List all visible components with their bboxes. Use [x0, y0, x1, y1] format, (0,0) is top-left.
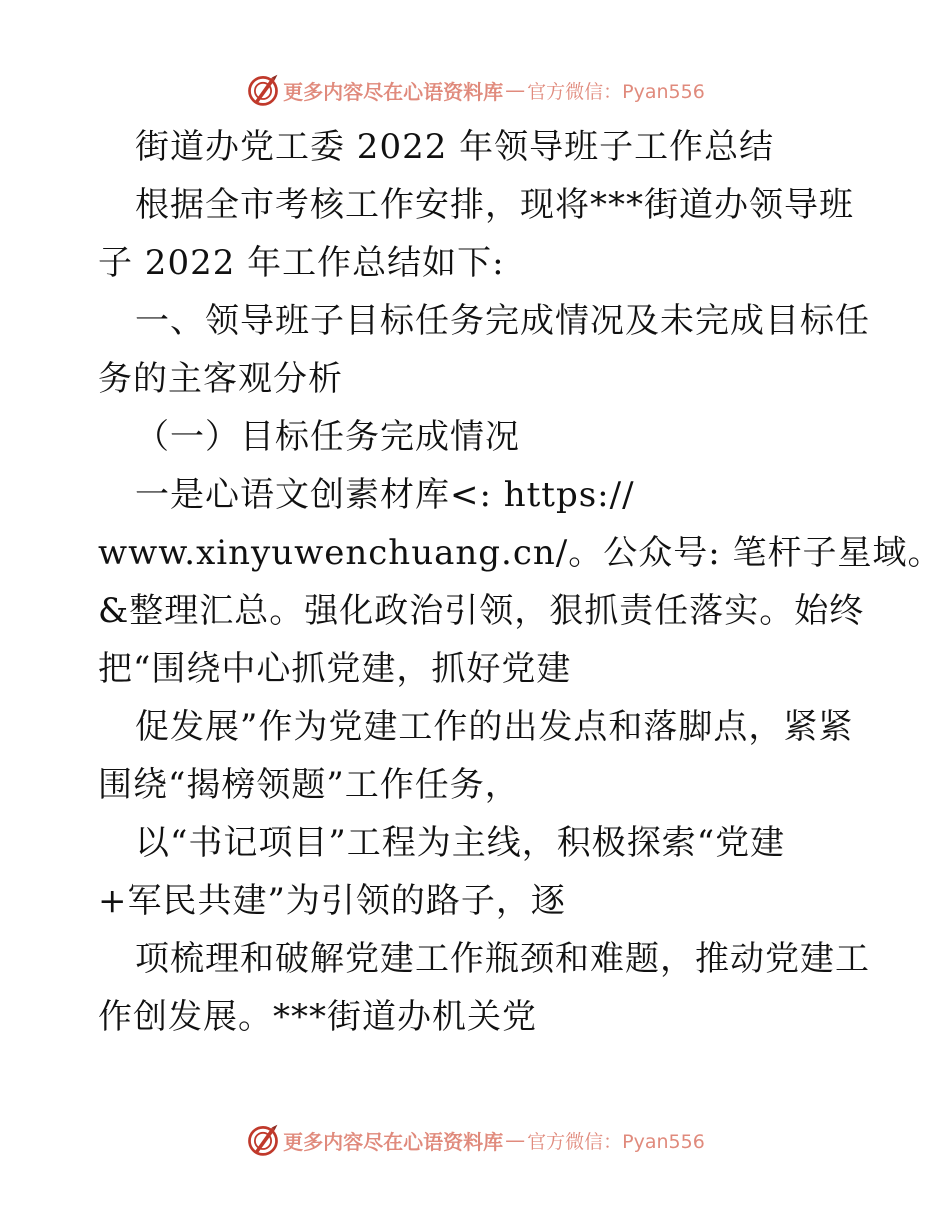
paragraph-line: 围绕“揭榜领题”工作任务，	[98, 765, 520, 805]
watermark-title: 更多内容尽在心语资料库	[283, 79, 504, 104]
paragraph-line: &整理汇总。强化政治引领，狠抓责任落实。始终	[98, 591, 865, 631]
document-body	[98, 118, 943, 1046]
paragraph-line: +军民共建”为引领的路子，逐	[98, 881, 566, 921]
watermark-dash: —	[505, 1128, 526, 1152]
section-heading: 一、领导班子目标任务完成情况及未完成目标任	[135, 301, 870, 341]
paragraph-line: 根据全市考核工作安排，现将***街道办领导班	[135, 185, 854, 225]
paragraph-line: 子 2022 年工作总结如下:	[98, 243, 505, 283]
paragraph-line: 一是心语文创素材库<: https://	[135, 475, 635, 515]
paragraph-line: 把“围绕中心抓党建，抓好党建	[98, 649, 572, 689]
watermark-contact: 官方微信：Pyan556	[527, 80, 705, 103]
quill-pen-logo-icon	[245, 72, 281, 108]
subsection-heading: （一）目标任务完成情况	[135, 417, 520, 457]
paragraph-line: 以“书记项目”工程为主线，积极探索“党建	[135, 823, 786, 863]
quill-pen-logo-icon	[245, 1122, 281, 1158]
paragraph-line: www.xinyuwenchuang.cn/。公众号: 笔杆子星域。	[98, 533, 943, 573]
paragraph-line: 促发展”作为党建工作的出发点和落脚点，紧紧	[135, 707, 854, 747]
watermark-title: 更多内容尽在心语资料库	[283, 1129, 504, 1154]
footer-watermark	[0, 1120, 950, 1160]
paragraph-line: 项梳理和破解党建工作瓶颈和难题，推动党建工	[135, 939, 870, 979]
watermark-contact: 官方微信：Pyan556	[527, 1130, 705, 1153]
document-title: 街道办党工委 2022 年领导班子工作总结	[135, 127, 775, 167]
paragraph-line: 作创发展。***街道办机关党	[98, 997, 537, 1037]
section-heading-cont: 务的主客观分析	[98, 359, 343, 399]
header-watermark	[0, 70, 950, 110]
watermark-dash: —	[505, 78, 526, 102]
